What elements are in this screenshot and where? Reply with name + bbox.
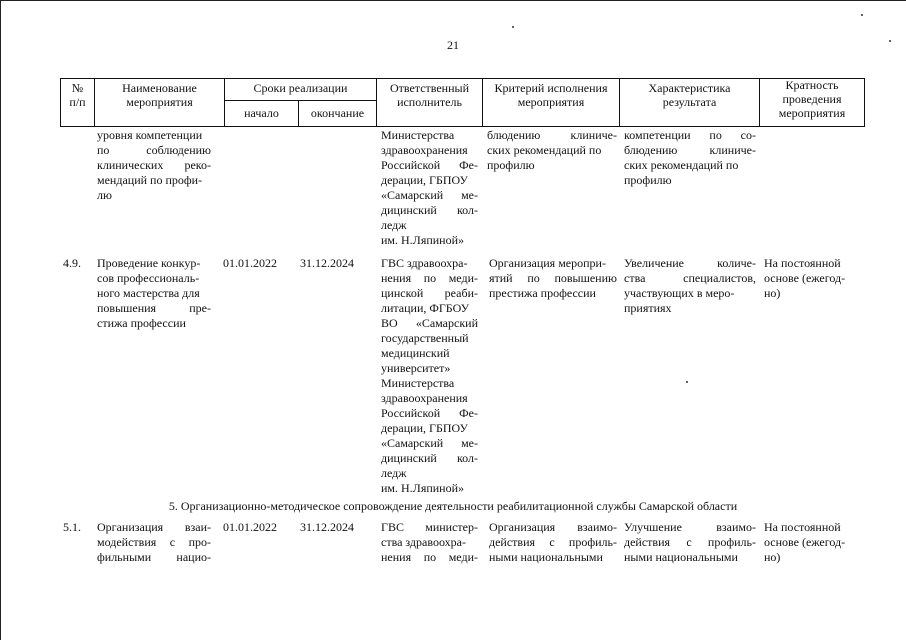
text-line: сов профессиональ-	[97, 271, 200, 285]
row-4-9-end: 31.12.2024	[300, 256, 354, 270]
page-number: 21	[447, 38, 459, 52]
header-criterion	[483, 81, 619, 109]
text-line: но)	[764, 286, 781, 300]
text-line: «Самарский ме-	[381, 436, 478, 450]
header-executor-line: исполнитель	[397, 95, 462, 109]
header-criterion-line: Критерий исполнения	[494, 81, 608, 95]
text-line: блюдению клиниче-	[487, 128, 617, 142]
text-line: «Самарский ме-	[381, 188, 478, 202]
continuation-criterion	[487, 128, 617, 173]
text-line: государственный	[381, 331, 469, 345]
text-line: основе (ежегод-	[764, 535, 846, 549]
text-line: дицинский кол-	[381, 203, 478, 217]
text-line: но)	[764, 550, 781, 564]
text-line: ными национальными	[489, 550, 603, 564]
header-result-line: Характеристика	[648, 81, 731, 95]
text-line: ными национальными	[624, 550, 738, 564]
col-border	[864, 78, 865, 127]
header-period: Сроки реализации	[253, 81, 348, 95]
header-num-line: п/п	[69, 95, 86, 109]
scan-edge-top	[0, 0, 906, 1]
scan-edge-left	[0, 0, 1, 640]
header-frequency-line: Кратность	[785, 78, 839, 92]
row-5-1-frequency	[764, 520, 862, 565]
text-line: Проведение конкур-	[97, 256, 201, 270]
text-line: действия с профиль-	[489, 535, 617, 549]
header-frequency	[760, 78, 864, 120]
scan-speck	[861, 14, 863, 16]
text-line: Министерства	[381, 128, 455, 142]
header-start: начало	[244, 106, 279, 120]
text-line: дерации, ГБПОУ	[381, 421, 469, 435]
text-line: клинических реко-	[97, 158, 211, 172]
text-line: нения по меди-	[381, 271, 478, 285]
text-line: Российской Фе-	[381, 158, 478, 172]
text-line: компетенции по со-	[624, 128, 756, 142]
text-line: им. Н.Ляпиной»	[381, 233, 465, 247]
row-5-1-num: 5.1.	[63, 520, 81, 534]
section-title: 5. Организационно-методическое сопровождение деятельности реабилитационной службы Самарской области	[168, 499, 738, 513]
text-line: ства специалистов,	[624, 271, 756, 285]
text-line: действия с профиль-	[624, 535, 756, 549]
text-line: нения по меди-	[381, 550, 478, 564]
text-line: Организация взаи-	[97, 520, 211, 534]
row-4-9-result	[624, 256, 756, 316]
text-line: Организация меропри-	[489, 256, 606, 270]
text-line: цинской реаби-	[381, 286, 478, 300]
text-line: На постоянной	[764, 256, 841, 270]
header-bottom-border	[60, 126, 865, 127]
header-executor-line: Ответственный	[389, 81, 470, 95]
row-4-9-criterion	[489, 256, 617, 301]
text-line: Улучшение взаимо-	[624, 520, 756, 534]
text-line: повышения пре-	[97, 301, 211, 315]
text-line: уровня компетенции	[97, 128, 203, 142]
text-line: На постоянной	[764, 520, 841, 534]
header-num-line: №	[71, 81, 84, 95]
continuation-name	[97, 128, 211, 203]
text-line: престижа профессии	[489, 286, 596, 300]
text-line: ства здравоохра-	[381, 535, 466, 549]
text-line: ного мастерства для	[97, 286, 200, 300]
text-line: ГВС здравоохра-	[381, 256, 468, 270]
row-5-1-end: 31.12.2024	[300, 520, 354, 534]
text-line: ГВС министер-	[381, 520, 478, 534]
continuation-executor	[381, 128, 478, 248]
header-name-line: Наименование	[122, 81, 197, 95]
text-line: приятиях	[624, 301, 672, 315]
header-frequency-line: проведения	[782, 92, 842, 106]
text-line: блюдению клиниче-	[624, 143, 756, 157]
text-line: основе (ежегод-	[764, 271, 846, 285]
text-line: ских рекомендаций по	[624, 158, 739, 172]
header-name	[95, 81, 224, 109]
text-line: Организация взаимо-	[489, 520, 617, 534]
text-line: профилю	[487, 158, 535, 172]
header-result	[620, 81, 759, 109]
text-line: модействия с про-	[97, 535, 211, 549]
row-4-9-frequency	[764, 256, 862, 301]
text-line: здравоохранения	[381, 391, 468, 405]
text-line: по соблюдению	[97, 143, 211, 157]
text-line: ледж	[381, 466, 407, 480]
text-line: им. Н.Ляпиной»	[381, 481, 465, 495]
text-line: Увеличение количе-	[624, 256, 756, 270]
row-5-1-name	[97, 520, 211, 565]
text-line: ских рекомендаций по	[487, 143, 602, 157]
header-criterion-line: мероприятия	[517, 95, 585, 109]
text-line: университет»	[381, 361, 451, 375]
period-subheader-rule	[224, 100, 376, 101]
header-frequency-line: мероприятия	[778, 106, 846, 120]
row-5-1-criterion	[489, 520, 617, 565]
row-4-9-name	[97, 256, 211, 331]
text-line: стижа профессии	[97, 316, 186, 330]
text-line: мендаций по профи-	[97, 173, 203, 187]
text-line: ВО «Самарский	[381, 316, 478, 330]
row-4-9-start: 01.01.2022	[223, 256, 277, 270]
header-executor	[377, 81, 482, 109]
text-line: ятий по повышению	[489, 271, 617, 285]
text-line: участвующих в меро-	[624, 286, 735, 300]
text-line: Министерства	[381, 376, 455, 390]
header-name-line: мероприятия	[126, 95, 193, 109]
row-4-9-num: 4.9.	[63, 256, 81, 270]
text-line: литации, ФГБОУ	[381, 301, 470, 315]
text-line: медицинский	[381, 346, 450, 360]
scan-speck	[686, 381, 688, 383]
table-top-border	[60, 78, 865, 79]
text-line: фильными нацио-	[97, 550, 211, 564]
row-5-1-start: 01.01.2022	[223, 520, 277, 534]
text-line: ледж	[381, 218, 407, 232]
scan-speck	[512, 26, 514, 28]
text-line: здравоохранения	[381, 143, 468, 157]
header-num	[61, 81, 94, 109]
row-4-9-executor	[381, 256, 478, 496]
row-5-1-executor	[381, 520, 478, 565]
continuation-result	[624, 128, 756, 188]
text-line: дерации, ГБПОУ	[381, 173, 469, 187]
text-line: дицинский кол-	[381, 451, 478, 465]
row-5-1-result	[624, 520, 756, 565]
header-end: окончание	[310, 106, 365, 120]
text-line: Российской Фе-	[381, 406, 478, 420]
text-line: профилю	[624, 173, 672, 187]
text-line: лю	[97, 188, 112, 202]
header-result-line: результата	[662, 95, 717, 109]
